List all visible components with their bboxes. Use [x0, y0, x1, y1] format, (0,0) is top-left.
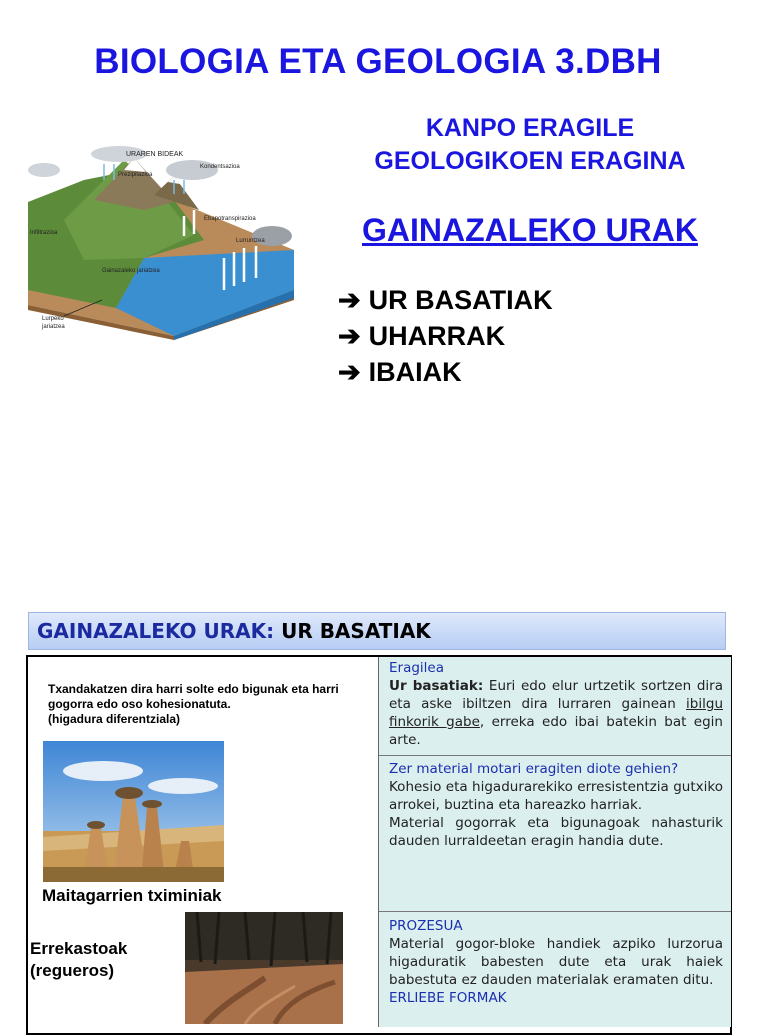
description-line: (higadura diferentziala) — [48, 712, 181, 726]
water-cycle-diagram — [24, 140, 300, 340]
diagram-label: Infiltrazioa — [30, 230, 58, 236]
arrow-right-icon: ➔ — [338, 285, 361, 315]
arrow-right-icon: ➔ — [338, 321, 361, 351]
ur-basatiak-text-2: , erreka edo ibai batekin bat egin arte. — [389, 714, 723, 748]
topic-list — [338, 282, 553, 390]
diagram-label: jariatzea — [42, 324, 65, 330]
ur-basatiak-text — [389, 677, 723, 749]
slide-header — [28, 612, 726, 650]
arrow-right-icon: ➔ — [338, 357, 361, 387]
ur-basatiak-underline: ibilgu finkorik gabe — [389, 696, 723, 730]
answer-1: Kohesio eta higadurarekiko erresistentzia gutxiko arrokei, buztina eta hareazko harriak. — [389, 779, 723, 813]
subtitle-line-2: GEOLOGIKOEN ERAGINA — [374, 147, 686, 175]
prozesua-label: PROZESUA — [389, 918, 463, 934]
list-item — [338, 354, 553, 390]
diagram-label: Lurpeko — [42, 316, 64, 322]
section-title: GAINAZALEKO URAK — [362, 212, 698, 248]
page-title: BIOLOGIA ETA GEOLOGIA 3.DBH — [94, 42, 662, 81]
eragilea-cell — [379, 657, 731, 749]
ur-basatiak-text-1: Euri edo elur urtzetik sortzen dira eta aske ibiltzen dira lurraren gainean — [389, 678, 723, 712]
description-line: gogorra edo oso kohesionatuta. — [48, 697, 231, 711]
caption-rills — [30, 938, 127, 982]
cell-divider — [379, 911, 731, 912]
caption-line: (regueros) — [30, 961, 115, 980]
caption-fairy-chimneys: Maitagarrien tximiniak — [42, 886, 222, 905]
prozesua-cell — [379, 915, 731, 1007]
diagram-label: Lurruntzea — [236, 238, 265, 244]
caption-line: Errekastoak — [30, 939, 128, 958]
answer-2: Material gogorrak eta bigunagoak nahasturik dauden lurraldeetan eragin handia dute. — [389, 815, 723, 849]
erliebe-label: ERLIEBE FORMAK — [389, 990, 507, 1006]
diagram-label: Prezipitazioa — [118, 172, 153, 178]
list-item-label: UR BASATIAK — [368, 285, 553, 315]
list-item — [338, 282, 553, 318]
diagram-title: URAREN BIDEAK — [126, 151, 184, 158]
cell-divider — [379, 755, 731, 756]
ur-basatiak-term: Ur basatiak: — [389, 678, 484, 694]
fairy-chimneys-photo — [43, 741, 224, 882]
diagram-label: Kondentsazioa — [200, 164, 240, 170]
question-label: Zer material motari eragiten diote gehien? — [389, 761, 679, 777]
question-cell — [379, 758, 731, 850]
header-suffix: UR BASATIAK — [274, 619, 431, 643]
eragilea-label: Eragilea — [389, 660, 445, 676]
rills-photo — [185, 912, 343, 1024]
header-prefix: GAINAZALEKO URAK: — [37, 619, 275, 643]
description — [48, 682, 368, 727]
list-item-label: IBAIAK — [368, 357, 462, 387]
prozesua-text: Material gogor-bloke handiek azpiko lurzorua higaduratik babesten dute eta urak haiek babestuta ez dauden materialak eramaten ditu. — [389, 936, 723, 988]
subtitle-line-1: KANPO ERAGILE — [425, 114, 635, 142]
list-item — [338, 318, 553, 354]
diagram-label: Ebapotranspirazioa — [204, 216, 256, 222]
diagram-label: Gainazaleko jariatzea — [102, 268, 160, 274]
description-line: Txandakatzen dira harri solte edo bigunak eta harri — [48, 682, 339, 696]
subtitle — [340, 112, 720, 178]
info-column — [378, 657, 731, 1027]
list-item-label: UHARRAK — [368, 321, 506, 351]
